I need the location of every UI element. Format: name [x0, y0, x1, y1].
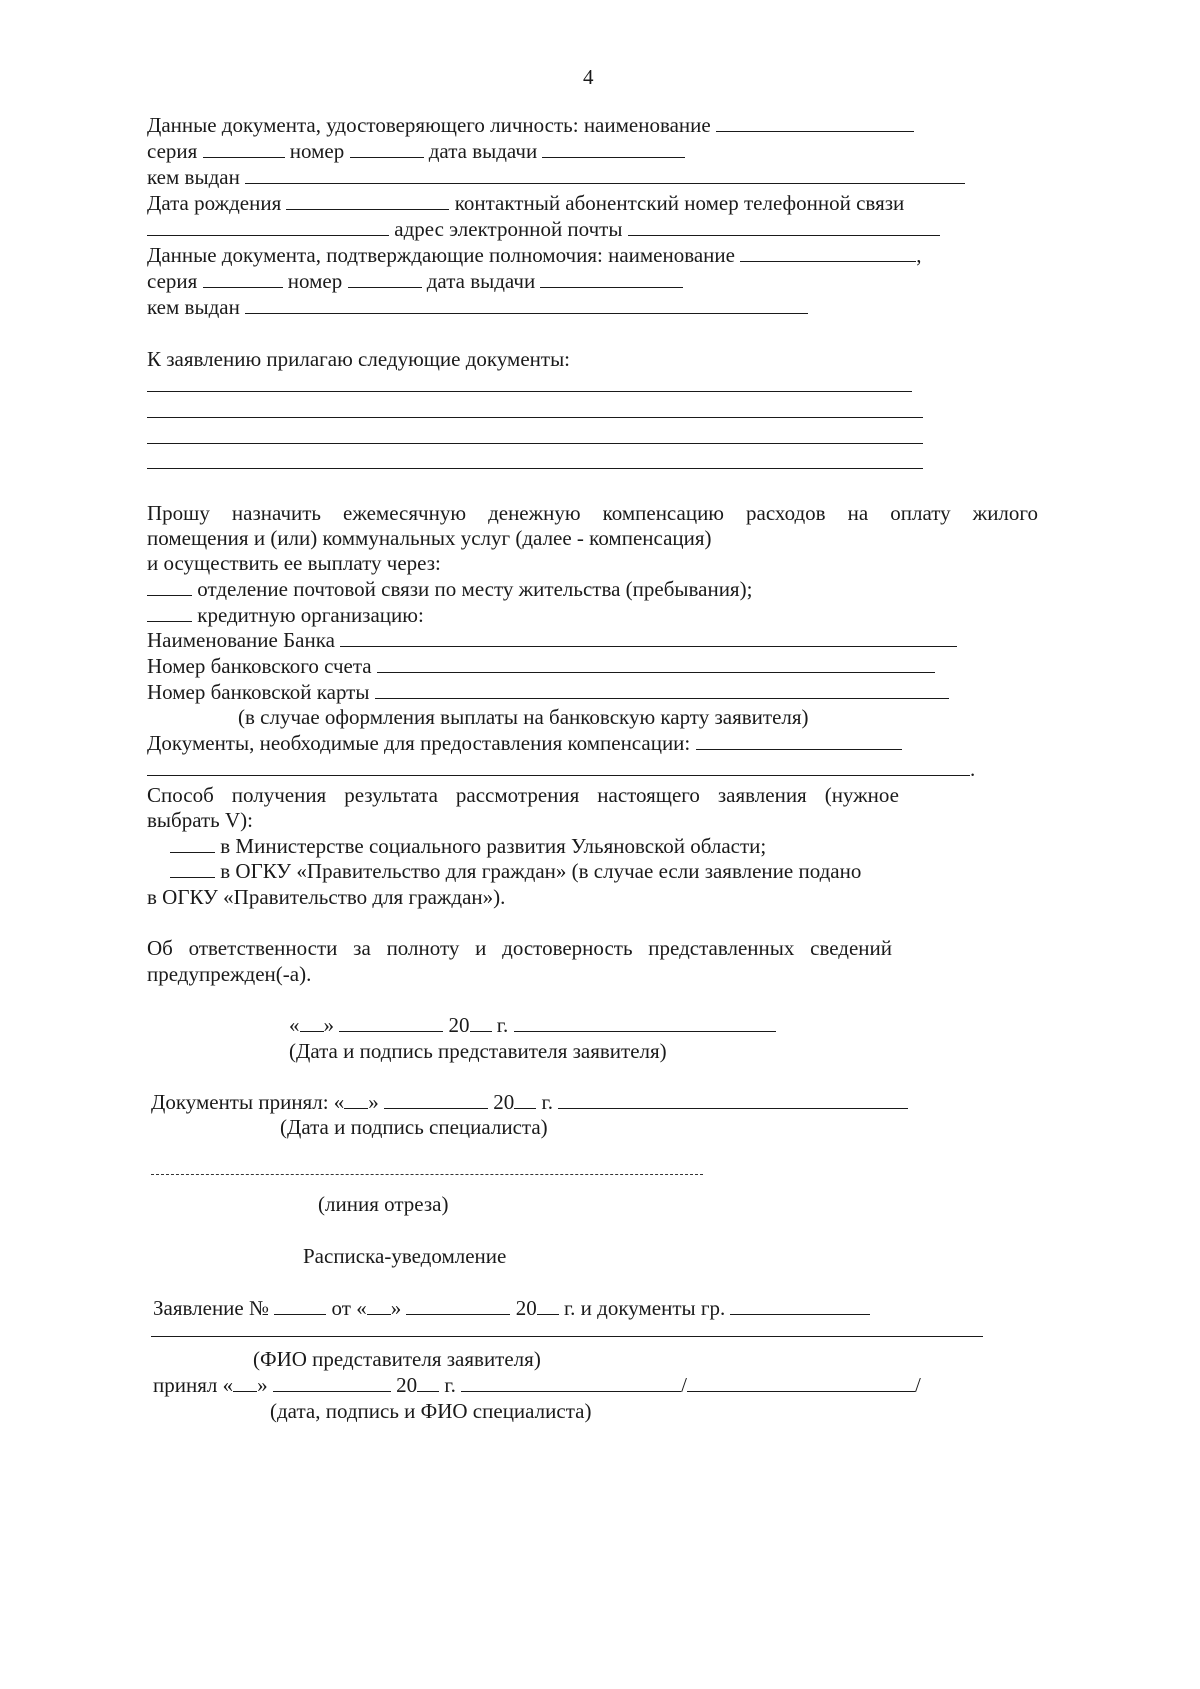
receipt-year-field[interactable] — [537, 1295, 559, 1315]
specialist-day-field[interactable] — [344, 1089, 368, 1109]
option-ogku-cont: в ОГКУ «Правительство для граждан»). — [147, 885, 506, 909]
identity-issued-by-row — [147, 164, 965, 190]
phone-field[interactable] — [147, 216, 389, 236]
option-ministry-row — [170, 833, 766, 859]
identity-series-label: серия — [147, 139, 198, 163]
card-note: (в случае оформления выплаты на банковскую карту заявителя) — [238, 705, 809, 729]
cut-line-caption: (линия отреза) — [318, 1192, 449, 1216]
receipt-fio-line[interactable] — [151, 1336, 983, 1337]
identity-issued-by-label: кем выдан — [147, 165, 240, 189]
phone-email-row — [147, 216, 940, 242]
birth-date-label: Дата рождения — [147, 191, 282, 215]
applicant-close-quote: » — [323, 1013, 334, 1037]
option-bank-row — [147, 602, 424, 628]
identity-number-field[interactable] — [350, 138, 424, 158]
option-bank-label: кредитную организацию: — [197, 603, 424, 627]
authority-series-row — [147, 268, 683, 294]
authority-issued-by-field[interactable] — [245, 294, 808, 314]
birth-date-field[interactable] — [286, 190, 449, 210]
attachment-line-2[interactable] — [147, 417, 923, 418]
receipt-accepted-month-field[interactable] — [273, 1372, 391, 1392]
attachment-line-1[interactable] — [147, 391, 912, 392]
accepted-label: Документы принял: — [151, 1090, 329, 1114]
specialist-signature-caption: (Дата и подпись специалиста) — [280, 1115, 548, 1139]
authority-series-field[interactable] — [203, 268, 283, 288]
receipt-slash-2: / — [914, 1373, 921, 1397]
email-label: адрес электронной почты — [394, 217, 623, 241]
receipt-accepted-row — [153, 1372, 921, 1398]
account-row — [147, 653, 935, 679]
account-field[interactable] — [377, 653, 935, 673]
email-field[interactable] — [628, 216, 940, 236]
receipt-accepted-signature-field[interactable] — [461, 1372, 681, 1392]
result-method-line-2: выбрать V): — [147, 808, 253, 832]
receipt-month-field[interactable] — [406, 1295, 510, 1315]
authority-issue-date-label: дата выдачи — [426, 269, 536, 293]
receipt-number-field[interactable] — [274, 1295, 326, 1315]
receipt-day-field[interactable] — [367, 1295, 391, 1315]
identity-issue-date-label: дата выдачи — [428, 139, 538, 163]
bank-name-row — [147, 627, 957, 653]
authority-issued-by-row — [147, 294, 808, 320]
receipt-specialist-caption: (дата, подпись и ФИО специалиста) — [270, 1399, 592, 1423]
attachment-line-4[interactable] — [147, 468, 923, 469]
option-ogku-checkbox[interactable] — [170, 858, 215, 878]
specialist-open-quote: « — [333, 1090, 345, 1114]
applicant-year-suffix: г. — [496, 1013, 509, 1037]
identity-doc-name-label: Данные документа, удостоверяющего личность: наименование — [147, 113, 711, 137]
specialist-year-prefix: 20 — [493, 1090, 515, 1114]
receipt-docs-label: г. и документы гр. — [563, 1296, 726, 1320]
applicant-date-row — [289, 1012, 776, 1038]
authority-number-label: номер — [287, 269, 343, 293]
receipt-open-quote: « — [356, 1296, 367, 1320]
applicant-signature-field[interactable] — [514, 1012, 776, 1032]
applicant-year-prefix: 20 — [448, 1013, 470, 1037]
receipt-from-label: от — [331, 1296, 351, 1320]
option-ministry-label: в Министерстве социального развития Ульяновской области; — [220, 834, 767, 858]
receipt-accepted-fio-field[interactable] — [687, 1372, 915, 1392]
identity-doc-name-row — [147, 112, 914, 138]
receipt-application-label: Заявление № — [153, 1296, 270, 1320]
request-line-3: и осуществить ее выплату через: — [147, 551, 441, 575]
bank-name-label: Наименование Банка — [147, 628, 335, 652]
compensation-docs-row — [147, 730, 902, 756]
receipt-citizen-field[interactable] — [730, 1295, 870, 1315]
receipt-accepted-year-suffix: г. — [444, 1373, 456, 1397]
option-post-row — [147, 576, 752, 602]
receipt-accepted-close-quote: » — [257, 1373, 268, 1397]
authority-issue-date-field[interactable] — [540, 268, 683, 288]
account-label: Номер банковского счета — [147, 654, 372, 678]
option-ministry-checkbox[interactable] — [170, 833, 215, 853]
option-post-label: отделение почтовой связи по месту жительства (пребывания); — [197, 577, 753, 601]
specialist-close-quote: » — [368, 1090, 379, 1114]
authority-doc-name-row — [147, 242, 921, 268]
request-line-2: помещения и (или) коммунальных услуг (далее - компенсация) — [147, 526, 712, 550]
identity-issue-date-field[interactable] — [542, 138, 685, 158]
applicant-open-quote: « — [289, 1013, 300, 1037]
cut-line — [151, 1174, 703, 1175]
responsibility-line-2: предупрежден(-а). — [147, 962, 312, 986]
specialist-year-suffix: г. — [541, 1090, 554, 1114]
applicant-year-field[interactable] — [470, 1012, 492, 1032]
phone-label: контактный абонентский номер телефонной связи — [454, 191, 905, 215]
bank-name-field[interactable] — [340, 627, 957, 647]
request-line-1: Прошу назначить ежемесячную денежную компенсацию расходов на оплату жилого — [147, 501, 1038, 525]
applicant-month-field[interactable] — [339, 1012, 443, 1032]
authority-comma: , — [916, 243, 922, 267]
authority-doc-name-field[interactable] — [740, 242, 916, 262]
receipt-title: Расписка-уведомление — [303, 1244, 507, 1268]
option-ogku-label: в ОГКУ «Правительство для граждан» (в случае если заявление подано — [220, 859, 862, 883]
receipt-accepted-open-quote: « — [222, 1373, 234, 1397]
applicant-day-field[interactable] — [300, 1012, 324, 1032]
compensation-docs-field[interactable] — [696, 730, 902, 750]
identity-series-field[interactable] — [203, 138, 285, 158]
compensation-docs-period: . — [970, 757, 976, 781]
specialist-date-row — [151, 1089, 908, 1115]
specialist-signature-field[interactable] — [558, 1089, 908, 1109]
authority-number-field[interactable] — [348, 268, 422, 288]
receipt-application-row — [153, 1295, 870, 1321]
applicant-signature-caption: (Дата и подпись представителя заявителя) — [289, 1039, 667, 1063]
receipt-accepted-year-field[interactable] — [417, 1372, 439, 1392]
compensation-docs-row-2 — [147, 756, 975, 782]
specialist-year-field[interactable] — [514, 1089, 536, 1109]
compensation-docs-label: Документы, необходимые для предоставления компенсации: — [147, 731, 691, 755]
authority-series-label: серия — [147, 269, 198, 293]
receipt-slash-1: / — [681, 1373, 687, 1397]
option-ogku-row — [170, 858, 861, 884]
card-row — [147, 679, 949, 705]
specialist-month-field[interactable] — [384, 1089, 488, 1109]
option-bank-checkbox[interactable] — [147, 602, 192, 622]
birth-phone-row — [147, 190, 904, 216]
result-method-line-1: Способ получения результата рассмотрения настоящего заявления (нужное — [147, 783, 899, 807]
authority-issued-by-label: кем выдан — [147, 295, 240, 319]
card-field[interactable] — [375, 679, 949, 699]
receipt-year-prefix: 20 — [515, 1296, 537, 1320]
identity-number-label: номер — [289, 139, 345, 163]
page-number: 4 — [583, 65, 594, 89]
option-post-checkbox[interactable] — [147, 576, 192, 596]
identity-doc-name-field[interactable] — [716, 112, 914, 132]
identity-series-row — [147, 138, 685, 164]
identity-issued-by-field[interactable] — [245, 164, 965, 184]
card-label: Номер банковской карты — [147, 680, 370, 704]
receipt-accepted-year-prefix: 20 — [396, 1373, 418, 1397]
receipt-close-quote: » — [390, 1296, 402, 1320]
compensation-docs-field-2[interactable] — [147, 756, 970, 776]
receipt-accepted-day-field[interactable] — [233, 1372, 257, 1392]
responsibility-line-1: Об ответственности за полноту и достоверность представленных сведений — [147, 936, 892, 960]
receipt-fio-caption: (ФИО представителя заявителя) — [253, 1347, 541, 1371]
authority-doc-name-label: Данные документа, подтверждающие полномочия: наименование — [147, 243, 735, 267]
receipt-accepted-label: принял — [153, 1373, 218, 1397]
attachment-line-3[interactable] — [147, 443, 923, 444]
attachments-heading: К заявлению прилагаю следующие документы: — [147, 347, 571, 371]
